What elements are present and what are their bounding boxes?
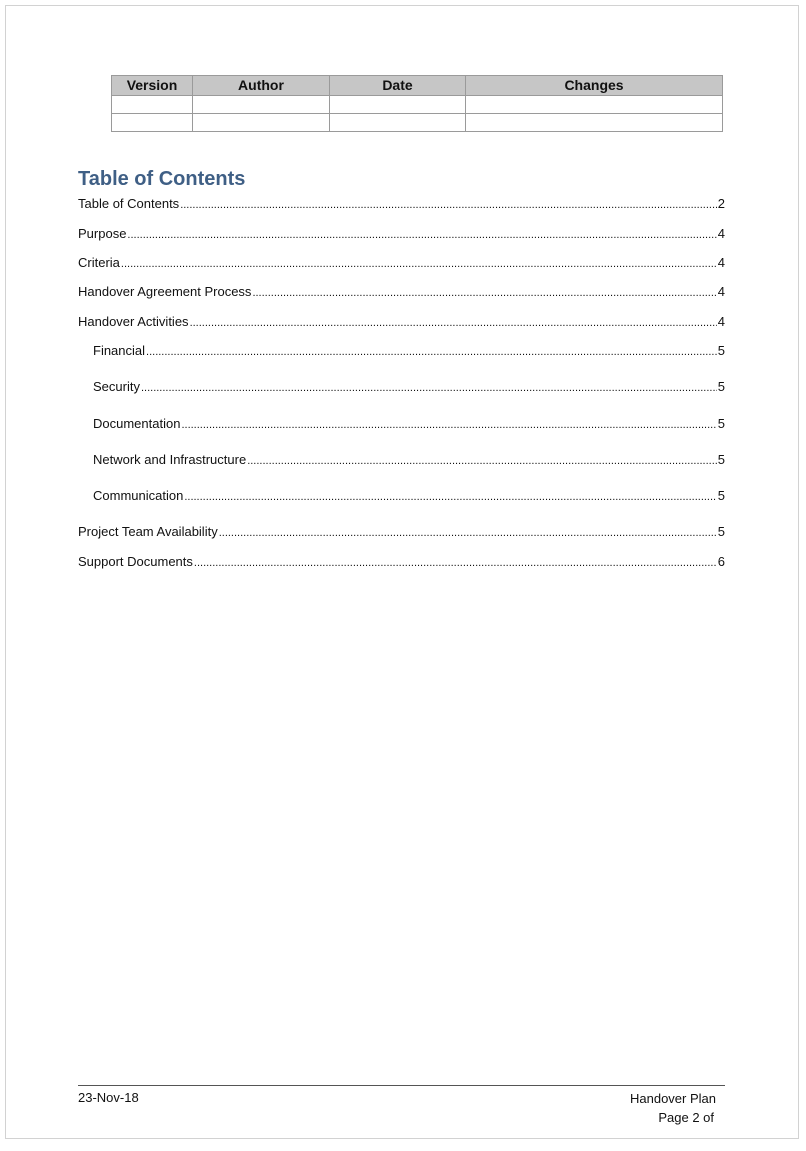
table-cell-changes [466,96,723,114]
toc-entry-financial[interactable] [93,342,725,360]
toc-entry-title: Financial [93,343,146,358]
toc-entry-table-of-contents[interactable] [78,195,725,213]
column-header-author: Author [193,76,330,96]
toc-entry-communication[interactable] [93,487,725,505]
table-row [112,114,723,132]
toc-leader-dots [252,283,716,302]
toc-entry-page: 5 [717,452,725,467]
toc-leader-dots [121,254,717,273]
revision-history-table [111,75,723,132]
toc-leader-dots [141,378,717,397]
toc-heading: Table of Contents [78,168,246,190]
table-cell-author [193,114,330,132]
toc-leader-dots [180,195,717,214]
table-cell-changes [466,114,723,132]
toc-entry-title: Purpose [78,226,127,241]
toc-entry-page: 5 [717,379,725,394]
toc-entry-page: 5 [717,343,725,358]
toc-entry-page: 4 [717,255,725,270]
toc-entry-documentation[interactable] [93,415,725,433]
toc-entry-title: Communication [93,488,184,503]
revision-header-row [112,76,723,96]
toc-entry-page: 4 [717,226,725,241]
table-cell-version [112,114,193,132]
toc-leader-dots [181,415,716,434]
table-cell-date [330,114,466,132]
toc-leader-dots [247,451,717,470]
toc-leader-dots [146,342,717,361]
footer-document-title: Handover Plan [630,1091,716,1106]
footer-page-number: Page 2 of [658,1110,714,1125]
toc-entry-handover-agreement-process[interactable] [78,283,725,301]
footer-date: 23-Nov-18 [78,1090,139,1105]
column-header-changes: Changes [466,76,723,96]
document-page [5,5,799,1139]
toc-entry-page: 5 [717,524,725,539]
table-row [112,96,723,114]
column-header-version: Version [112,76,193,96]
footer-divider [78,1085,725,1086]
toc-entry-project-team-availability[interactable] [78,523,725,541]
toc-entry-page: 5 [717,488,725,503]
toc-entry-page: 4 [717,284,725,299]
toc-entry-title: Table of Contents [78,196,180,211]
toc-entry-page: 5 [717,416,725,431]
toc-entry-title: Criteria [78,255,120,270]
table-cell-date [330,96,466,114]
toc-entry-title: Handover Agreement Process [78,284,252,299]
toc-entry-criteria[interactable] [78,254,725,272]
toc-entry-title: Support Documents [78,554,193,569]
column-header-date: Date [330,76,466,96]
toc-entry-page: 6 [717,554,725,569]
toc-entry-support-documents[interactable] [78,553,725,571]
toc-entry-title: Handover Activities [78,314,189,329]
toc-leader-dots [219,523,717,542]
toc-leader-dots [190,313,717,332]
toc-entry-title: Network and Infrastructure [93,452,247,467]
toc-entry-security[interactable] [93,378,725,396]
toc-entry-handover-activities[interactable] [78,313,725,331]
toc-entry-title: Project Team Availability [78,524,218,539]
toc-entry-network-and-infrastructure[interactable] [93,451,725,469]
toc-entry-purpose[interactable] [78,225,725,243]
toc-leader-dots [127,225,716,244]
table-cell-author [193,96,330,114]
toc-entry-page: 4 [717,314,725,329]
toc-entry-page: 2 [717,196,725,211]
table-cell-version [112,96,193,114]
toc-leader-dots [184,487,716,506]
footer-doc-info [630,1089,716,1127]
toc-leader-dots [194,553,717,572]
toc-entry-title: Documentation [93,416,181,431]
toc-entry-title: Security [93,379,140,394]
